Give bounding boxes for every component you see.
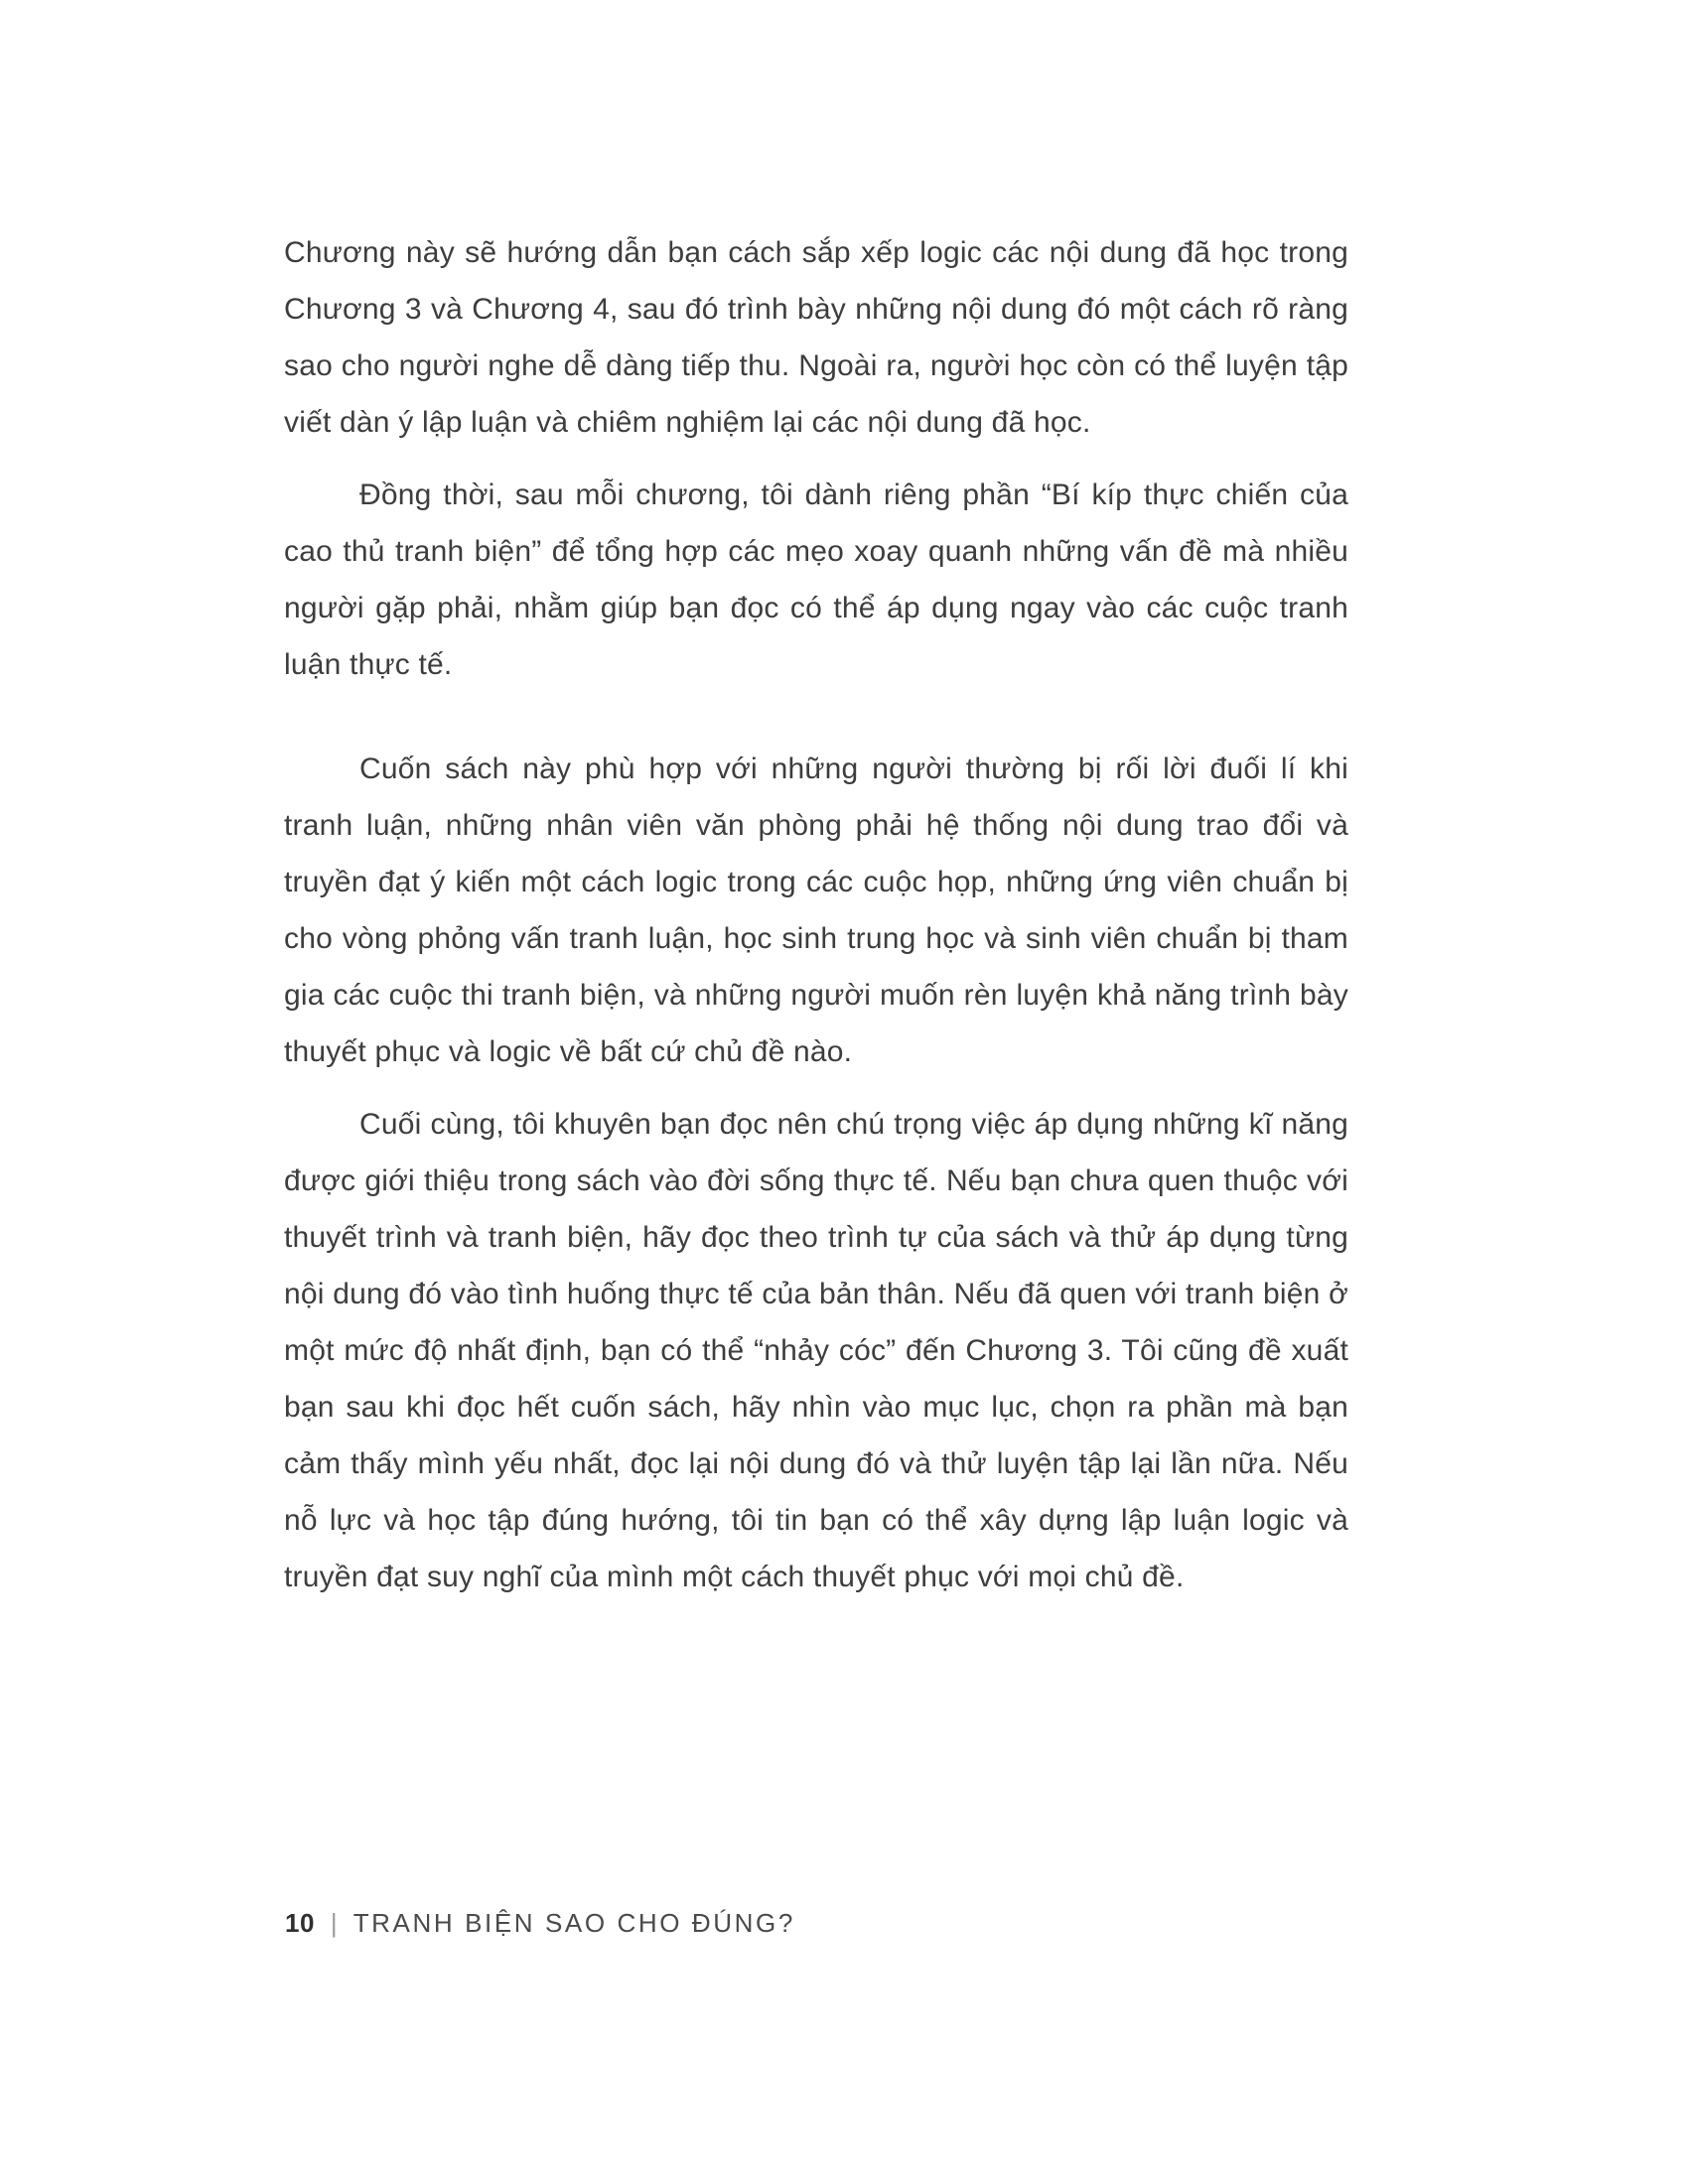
page-number: 10 (285, 1908, 315, 1938)
paragraph-target-audience: Cuốn sách này phù hợp với những người thường bị rối lời đuối lí khi tranh luận, những nhân viên văn phòng phải hệ thống nội dung trao đổi và truyền đạt ý kiến một cách logic trong các cuộc họp, những ứng viên chuẩn bị cho vòng phỏng vấn tranh luận, học sinh trung học và sinh viên chuẩn bị tham gia các cuộc thi tranh biện, và những người muốn rèn luyện khả năng trình bày thuyết phục và logic về bất cứ chủ đề nào. (284, 752, 1348, 1068)
paragraph-tips-section: Đồng thời, sau mỗi chương, tôi dành riêng phần “Bí kíp thực chiến của cao thủ tranh biện” để tổng hợp các mẹo xoay quanh những vấn đề mà nhiều người gặp phải, nhằm giúp bạn đọc có thể áp dụng ngay vào các cuộc tranh luận thực tế. (284, 478, 1348, 681)
page-footer (285, 1908, 795, 1939)
paragraph-intro-chapter-guide: Chương này sẽ hướng dẫn bạn cách sắp xếp logic các nội dung đã học trong Chương 3 và Chương 4, sau đó trình bày những nội dung đó một cách rõ ràng sao cho người nghe dễ dàng tiếp thu. Ngoài ra, người học còn có thể luyện tập viết dàn ý lập luận và chiêm nghiệm lại các nội dung đã học. (284, 236, 1348, 439)
paragraph-reading-advice: Cuối cùng, tôi khuyên bạn đọc nên chú trọng việc áp dụng những kĩ năng được giới thiệu trong sách vào đời sống thực tế. Nếu bạn chưa quen thuộc với thuyết trình và tranh biện, hãy đọc theo trình tự của sách và thử áp dụng từng nội dung đó vào tình huống thực tế của bản thân. Nếu đã quen với tranh biện ở một mức độ nhất định, bạn có thể “nhảy cóc” đến Chương 3. Tôi cũng đề xuất bạn sau khi đọc hết cuốn sách, hãy nhìn vào mục lục, chọn ra phần mà bạn cảm thấy mình yếu nhất, đọc lại nội dung đó và thử luyện tập lại lần nữa. Nếu nỗ lực và học tập đúng hướng, tôi tin bạn có thể xây dựng lập luận logic và truyền đạt suy nghĩ của mình một cách thuyết phục với mọi chủ đề. (284, 1108, 1348, 1593)
book-title: TRANH BIỆN SAO CHO ĐÚNG? (352, 1908, 795, 1938)
page-content (284, 224, 1348, 1621)
footer-separator: | (330, 1908, 338, 1938)
